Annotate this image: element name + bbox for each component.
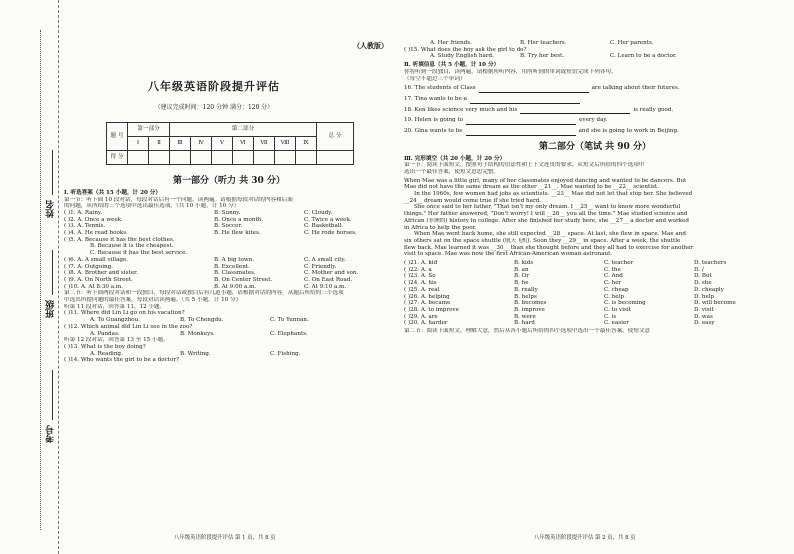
option[interactable]: D. easy <box>694 320 715 327</box>
right-page <box>404 0 786 554</box>
page-footer: 八年级英语阶段提升评估 第 1 页，共 8 页 <box>174 534 276 541</box>
choice-stem: ( )23. A. So <box>404 273 436 280</box>
passage-line: flew back. Mae learned it was __30__ than she thought before and they all had to exercise for another <box>404 244 694 251</box>
question: ( )12. Which animal did Lin Li see in the zoo? <box>64 323 193 330</box>
question-stem: ( )4. A. He read books. <box>64 230 128 237</box>
fill-item <box>404 96 786 104</box>
sec2-intro: 你将听到一段独白，读两遍，请根据所听内容，用所听到的单词或短语完成下列各句。 <box>404 68 617 75</box>
score-cell[interactable] <box>191 151 212 165</box>
answer-blank[interactable] <box>466 128 576 136</box>
option[interactable]: C. is becoming <box>604 300 646 307</box>
option[interactable]: D. help <box>694 293 715 300</box>
question-row <box>64 210 394 217</box>
passage-line: She once said to her father, "That isn't my only dream. I __25__ want to know more wonderful <box>414 204 681 211</box>
score-part2-header: 第二部分 <box>170 123 317 137</box>
left-page <box>64 0 394 554</box>
choice-stem: ( )26. A. helping <box>404 293 450 300</box>
choice-row <box>404 267 786 274</box>
question-stem: ( )1. A. Rainy. <box>64 209 103 216</box>
passage-line: African (非洲的) history in college. After she finished her study here, she __27__ a doctor and worked <box>404 217 689 224</box>
question-group <box>64 257 394 291</box>
score-cell[interactable] <box>233 151 254 165</box>
score-col: Ⅲ <box>170 137 191 151</box>
fill-prefix: 16. The students of Class <box>404 85 476 92</box>
score-col: Ⅰ <box>128 137 149 151</box>
choice-row <box>404 260 786 267</box>
sec2-intro: （每空不超过三个单词） <box>404 75 466 82</box>
answer-blank[interactable] <box>466 117 576 125</box>
score-col: Ⅵ <box>233 137 254 151</box>
option[interactable]: C. easier <box>604 320 629 327</box>
option[interactable]: C. Mother and son. <box>304 270 359 277</box>
score-col: Ⅶ <box>254 137 275 151</box>
score-table <box>106 122 354 165</box>
question: ( )5. A. Because it has the best clothes. <box>64 236 175 243</box>
option[interactable]: D. But <box>694 273 712 280</box>
name-line <box>52 150 53 195</box>
question-row <box>64 217 394 224</box>
choice-row <box>404 300 786 307</box>
question: ( )11. Where did Lin Li go on his vacation? <box>64 310 185 317</box>
passage-line: things." Her father answered, "Don't worry! I will __26__ you all the time." Mae studied science and <box>404 211 688 218</box>
option[interactable]: B. Once a month. <box>214 216 264 223</box>
choice-row <box>404 307 786 314</box>
fill-prefix: 17. Tina wants to be a <box>404 95 467 102</box>
option[interactable]: C. To Yunnan. <box>270 317 309 324</box>
sec3-intro: 第一节：阅读下面短文，按照句子结构的语法性和上下文连贯的要求，从短文后所给的四个选项中 <box>404 162 645 169</box>
option[interactable]: C. help <box>604 293 624 300</box>
option[interactable]: C. the <box>604 266 621 273</box>
number-line <box>52 370 53 420</box>
option[interactable]: C. Fishing. <box>270 350 301 357</box>
score-cell[interactable] <box>149 151 170 165</box>
binding-margin <box>0 0 59 554</box>
fill-suffix: every day. <box>579 117 608 124</box>
question-options <box>404 53 786 60</box>
sec1-title: Ⅰ. 听选答案（共 15 小题，计 20 分） <box>64 189 161 196</box>
option[interactable]: B. improve <box>514 307 545 313</box>
passage-line: in Africa to help the poor. <box>404 224 477 231</box>
option[interactable]: A. Pandas. <box>90 330 120 337</box>
question-row <box>64 257 394 264</box>
fill-suffix: and she is going to work in Beijing. <box>578 128 679 135</box>
option[interactable]: B. He flew kites. <box>214 230 261 237</box>
question-stem: ( )10. A. At 8:30 a.m. <box>64 283 123 290</box>
sec3-intro: 选出一个最佳答案，使短文意思完整。 <box>404 168 500 175</box>
option[interactable]: B. Classmates. <box>214 270 256 277</box>
fill-item <box>404 117 786 125</box>
dialogue-note: 听第 12 段对话，回答第 13 至 15 小题。 <box>64 337 169 344</box>
option[interactable]: B. Sunny. <box>214 209 241 216</box>
passage-line: six others sat on the space shuttle (航天飞机). Soon they __29__ in space. After a week, the shuttle <box>404 237 681 244</box>
choice-stem: ( )22. A. a <box>404 266 432 273</box>
option[interactable]: D. was <box>694 313 713 320</box>
option[interactable]: C. He rode horses. <box>304 230 357 237</box>
question-option: C. Because it has the best service. <box>90 250 188 257</box>
choice-row <box>404 294 786 301</box>
question-options <box>404 40 786 47</box>
option[interactable]: B. becomes <box>514 300 547 307</box>
option[interactable]: B. Writing. <box>180 350 211 357</box>
option[interactable]: B. were <box>514 313 536 320</box>
option[interactable]: C. On East Road. <box>304 276 353 283</box>
score-col: Ⅸ <box>296 137 317 151</box>
option[interactable]: B. really <box>514 286 538 293</box>
choice-stem: ( )24. A. his <box>404 280 437 287</box>
passage-line: When Mae went back home, she still expected __28__ space. At last, she flew in space. Mae and <box>414 231 686 238</box>
option[interactable]: D. / <box>694 266 704 273</box>
option[interactable]: C. her <box>604 280 622 287</box>
question-stem: ( )7. A. Outgoing. <box>64 263 113 270</box>
dialogue-note: 听第 11 段对话，回答第 11、12 小题。 <box>64 303 166 310</box>
cloze-passage <box>404 178 786 258</box>
option[interactable]: B. hard <box>514 320 535 327</box>
score-col: Ⅱ <box>149 137 170 151</box>
score-cell[interactable] <box>317 151 354 165</box>
question-stem: ( )8. A. Brother and sister. <box>64 270 138 277</box>
option[interactable]: B. Try her best. <box>520 53 565 60</box>
passage-line: When Mae was a little girl, many of her classmates enjoyed dancing and wanted to be dancers. But <box>404 177 687 184</box>
part2-heading: 第二部分（笔试 共 90 分） <box>539 141 651 152</box>
right-content <box>404 40 786 335</box>
question: ( )14. Who wants the girl to be a doctor? <box>64 357 180 364</box>
choice-stem: ( )29. A. are <box>404 313 438 320</box>
choice-row <box>404 273 786 280</box>
sec3-title: Ⅲ. 完形填空（共 20 小题，计 20 分） <box>404 155 506 162</box>
option[interactable]: B. A big town. <box>214 256 254 263</box>
option[interactable]: C. Twice a week. <box>304 216 352 223</box>
page-footer: 八年级英语阶段提升评估 第 2 页，共 8 页 <box>534 534 636 541</box>
exam-title: 八年级英语阶段提升评估 <box>148 80 280 93</box>
class-label: 班级 <box>46 300 56 318</box>
sec3b-intro: 第二节：阅读下面短文，理解大意，然后从各小题后所给的四个选项中选出一个最佳答案，使短文意 <box>404 328 651 335</box>
question-row <box>64 264 394 271</box>
option[interactable]: B. Her teachers. <box>520 40 567 46</box>
fill-item <box>404 107 786 115</box>
option[interactable]: B. Excellent. <box>214 263 250 270</box>
option[interactable]: B. Soccer. <box>214 223 243 230</box>
exam-meta: （建议完成时间：120 分钟 满分：120 分） <box>154 104 274 111</box>
fill-prefix: 19. Helen is going to <box>404 117 464 124</box>
score-part1-header: 第一部分 <box>128 123 170 137</box>
option[interactable]: B. kids <box>514 260 534 267</box>
score-cell[interactable] <box>128 151 149 165</box>
option[interactable]: B. Or <box>514 273 529 280</box>
option[interactable]: C. is <box>604 313 617 320</box>
name-label: 姓名 <box>46 200 56 218</box>
choice-row <box>404 314 786 321</box>
question-options <box>64 331 394 338</box>
option[interactable]: C. cheap <box>604 286 629 293</box>
option[interactable]: A. Reading. <box>90 350 123 357</box>
score-total-header: 总 分 <box>317 123 354 151</box>
question-row <box>64 223 394 230</box>
fill-suffix: are talking about their futures. <box>591 85 680 92</box>
score-col: Ⅴ <box>212 137 233 151</box>
score-col: Ⅳ <box>191 137 212 151</box>
option[interactable]: C. Elephants. <box>270 330 308 337</box>
option[interactable]: B. helps <box>514 293 537 300</box>
score-cell[interactable] <box>212 151 233 165</box>
sec2-intro: 中选出所提问题的最佳答案。每段对话读两遍。（共 5 小题，计 10 分） <box>64 297 242 304</box>
option[interactable]: B. an <box>514 266 529 273</box>
option[interactable]: C. Friendly. <box>304 263 337 270</box>
passage-line: Mae did not have the same dream as the other __21__. Mae wanted to be __22__ scientist. <box>404 184 659 191</box>
answer-blank[interactable] <box>470 96 580 104</box>
seal-line <box>40 30 41 530</box>
option[interactable]: C. teacher <box>604 260 634 267</box>
question-stem: ( )6. A. A small village. <box>64 256 129 263</box>
option[interactable]: A. Study English hard. <box>430 53 494 60</box>
option[interactable]: C. And <box>604 273 623 280</box>
option[interactable]: B. On Center Street. <box>214 276 273 283</box>
score-cell[interactable] <box>296 151 317 165</box>
fill-prefix: 20. Gina wants to be <box>404 128 463 135</box>
question-option: B. Because it is the cheapest. <box>90 243 174 250</box>
question-stem: ( )9. A. On North Street. <box>64 276 133 283</box>
choice-row <box>404 287 786 294</box>
passage-line: __24__ dream would come true if she tried hard. <box>404 197 542 204</box>
option[interactable]: C. Cloudy. <box>304 209 333 216</box>
option[interactable]: A. Her friends. <box>430 40 472 46</box>
question-row <box>64 230 394 237</box>
option[interactable]: C. At 9:10 a.m. <box>304 283 347 290</box>
option[interactable]: B. At 9:00 a.m. <box>214 283 257 290</box>
question-stem: ( )3. A. Tennis. <box>64 223 106 230</box>
choice-stem: ( )30. A. harder <box>404 320 448 327</box>
option[interactable]: D. she <box>694 280 712 287</box>
fill-item <box>404 85 786 93</box>
option[interactable]: D. cheaply <box>694 286 724 293</box>
option[interactable]: C. Learn to be a doctor. <box>610 53 677 60</box>
option[interactable]: D. will become <box>694 300 736 307</box>
option[interactable]: D. teachers <box>694 260 727 267</box>
sec1-intro: 的问题，从所给的三个选项中选出最佳选项。（共 10 小题，计 10 分） <box>64 203 240 210</box>
question: ( )15. What does the boy ask the girl to do? <box>404 46 527 53</box>
score-col: Ⅷ <box>275 137 296 151</box>
passage-line: In the 1960s, few women had jobs as scientists. __23__ Mae did not let that stop her. She believed <box>414 191 693 198</box>
score-cell[interactable] <box>170 151 191 165</box>
question-row <box>64 270 394 277</box>
sec2-title: Ⅱ. 听填信息（共 5 小题，计 10 分） <box>404 62 500 69</box>
option[interactable]: B. To Chengdu. <box>180 317 224 324</box>
score-cell[interactable] <box>254 151 275 165</box>
option[interactable]: B. Monkeys. <box>180 330 215 337</box>
question-stem: ( )2. A. Once a week. <box>64 216 123 223</box>
option[interactable]: C. Basketball. <box>304 223 344 230</box>
option[interactable]: A. To Guangzhou. <box>90 317 140 324</box>
option[interactable]: C. to visit <box>604 307 631 313</box>
sec2-intro: 第二节：听下面两段对话和一段独白，每段对话或独白后有几道小题，请根据对话的内容，从题后所给的三个选项 <box>64 290 344 297</box>
choice-stem: ( )21. A. kid <box>404 260 438 267</box>
listening-section <box>64 176 394 364</box>
question-options <box>64 351 394 358</box>
cloze-choices <box>404 260 786 327</box>
fill-group <box>404 85 786 136</box>
question: ( )13. What is the boy doing? <box>64 343 146 350</box>
choice-stem: ( )25. A. real <box>404 286 440 293</box>
fill-suffix: is really good. <box>633 106 674 113</box>
question-group <box>64 210 394 237</box>
question-row <box>64 277 394 284</box>
score-row-label: 得 分 <box>107 151 128 165</box>
choice-row <box>404 320 786 327</box>
answer-blank[interactable] <box>479 85 589 93</box>
score-table-header: 题 号 <box>107 123 128 151</box>
option[interactable]: D. visit <box>694 307 714 313</box>
part1-heading: 第一部分（听力 共 30 分） <box>173 176 285 186</box>
sec1-intro: 第一节：听下面 10 段对话，每段对话后有一个问题，读两遍。请根据每段对话的内容和后面 <box>64 196 293 203</box>
answer-blank[interactable] <box>520 107 630 115</box>
option[interactable]: B. he <box>514 280 529 287</box>
edition-label: （人教版） <box>353 41 388 50</box>
score-cell[interactable] <box>275 151 296 165</box>
option[interactable]: C. Her parents. <box>610 40 654 46</box>
fill-item <box>404 128 786 136</box>
number-label: 考号 <box>46 425 56 443</box>
choice-stem: ( )27. A. became <box>404 300 451 307</box>
class-line <box>52 250 53 295</box>
passage-line: visit to space. Mae was now the first African-American woman astronaut. <box>404 251 613 258</box>
choice-stem: ( )28. A. to improve <box>404 307 459 313</box>
choice-row <box>404 280 786 287</box>
question-row <box>64 284 394 291</box>
option[interactable]: C. A small city. <box>304 256 346 263</box>
question-options <box>64 317 394 324</box>
fill-prefix: 18. Ken likes science very much and his <box>404 106 518 113</box>
